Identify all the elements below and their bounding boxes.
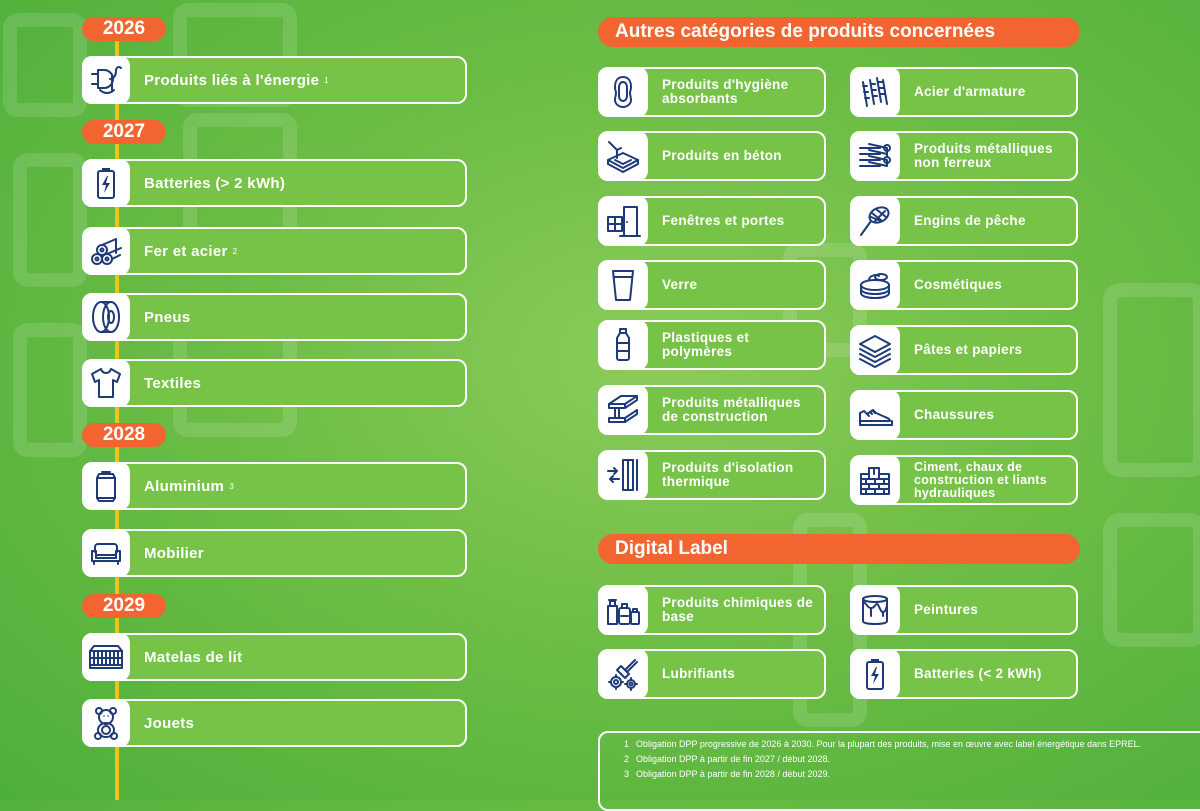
lubricant-oiler-icon <box>598 649 648 699</box>
year-badge-2026: 2026 <box>82 17 166 41</box>
digital-chemicals: Produits chimiques de base <box>598 585 826 635</box>
can-icon <box>82 462 130 510</box>
brick-wall-icon <box>850 455 900 505</box>
tire-icon <box>82 293 130 341</box>
footnote-2: 2 Obligation DPP à partir de fin 2027 / début 2028. <box>624 754 830 764</box>
year-badge-2027: 2027 <box>82 120 166 144</box>
sofa-icon <box>82 529 130 577</box>
footnote-1: 1 Obligation DPP progressive de 2026 à 2030. Pour la plupart des produits, mise en œuvre avec label énergétique dans EPREL. <box>624 739 1142 749</box>
year-badge-2029: 2029 <box>82 594 166 618</box>
category-insulation: Produits d'isolation thermique <box>598 450 826 500</box>
steel-beam-icon <box>598 385 648 435</box>
chemicals-icon <box>598 585 648 635</box>
footnotes-box <box>598 731 1200 811</box>
category-shoes: Chaussures <box>850 390 1078 440</box>
category-windows-doors: Fenêtres et portes <box>598 196 826 246</box>
cream-jar-icon <box>850 260 900 310</box>
metal-pipes-icon <box>850 131 900 181</box>
other-categories-header: Autres catégories de produits concernées <box>598 17 1080 47</box>
category-concrete: Produits en béton <box>598 131 826 181</box>
category-plastics: Plastiques et polymères <box>598 320 826 370</box>
category-glass: Verre <box>598 260 826 310</box>
category-paper: Pâtes et papiers <box>850 325 1078 375</box>
timeline-item-tires: Pneus <box>82 293 467 341</box>
category-fishing: Engins de pêche <box>850 196 1078 246</box>
window-door-icon <box>598 196 648 246</box>
category-metal-construction: Produits métalliques de construction <box>598 385 826 435</box>
category-nonferrous: Produits métalliques non ferreux <box>850 131 1078 181</box>
timeline-item-toys: Jouets <box>82 699 467 747</box>
timeline-item-aluminium: Aluminium 3 <box>82 462 467 510</box>
digital-label-header: Digital Label <box>598 534 1080 564</box>
timeline-item-mattress: Matelas de lit <box>82 633 467 681</box>
fishing-net-icon <box>850 196 900 246</box>
teddy-bear-icon <box>82 699 130 747</box>
concrete-pour-icon <box>598 131 648 181</box>
plastic-bottle-icon <box>598 320 648 370</box>
sneaker-icon <box>850 390 900 440</box>
year-badge-2028: 2028 <box>82 423 166 447</box>
digital-lubricants: Lubrifiants <box>598 649 826 699</box>
footnote-3: 3 Obligation DPP à partir de fin 2028 / début 2029. <box>624 769 830 779</box>
steel-rolls-icon <box>82 227 130 275</box>
tshirt-icon <box>82 359 130 407</box>
sanitary-pad-icon <box>598 67 648 117</box>
battery-icon <box>850 649 900 699</box>
paper-stack-icon <box>850 325 900 375</box>
category-hygiene: Produits d'hygiène absorbants <box>598 67 826 117</box>
timeline-item-energy: Produits liés à l'énergie 1 <box>82 56 467 104</box>
glass-icon <box>598 260 648 310</box>
digital-paints: Peintures <box>850 585 1078 635</box>
timeline-item-batteries: Batteries (> 2 kWh) <box>82 159 467 207</box>
timeline-item-textiles: Textiles <box>82 359 467 407</box>
category-rebar: Acier d'armature <box>850 67 1078 117</box>
plug-icon <box>82 56 130 104</box>
battery-icon <box>82 159 130 207</box>
rebar-icon <box>850 67 900 117</box>
timeline-item-furniture: Mobilier <box>82 529 467 577</box>
paint-can-icon <box>850 585 900 635</box>
timeline-item-iron-steel: Fer et acier 2 <box>82 227 467 275</box>
digital-batteries-small: Batteries (< 2 kWh) <box>850 649 1078 699</box>
insulation-icon <box>598 450 648 500</box>
mattress-icon <box>82 633 130 681</box>
category-cement: Ciment, chaux de construction et liants hydrauliques <box>850 455 1078 505</box>
category-cosmetics: Cosmétiques <box>850 260 1078 310</box>
